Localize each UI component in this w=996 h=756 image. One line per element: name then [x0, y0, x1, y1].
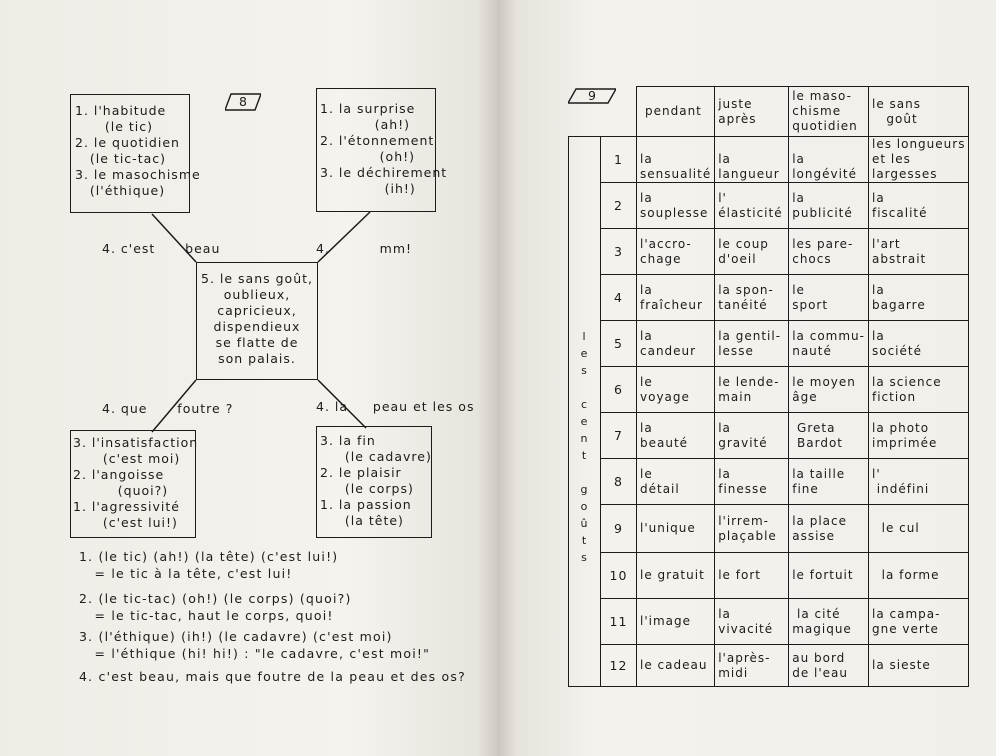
text-line: 2. l'étonnement	[320, 133, 435, 148]
text-line: = le tic-tac, haut le corps, quoi!	[79, 608, 334, 623]
equation-4	[79, 668, 466, 685]
text-line: 1. l'agressivité	[73, 499, 180, 514]
table-cell: le fort	[715, 553, 789, 599]
table-row	[569, 645, 969, 687]
table-cell: l'art abstrait	[868, 229, 968, 275]
text-line: 4. c'est beau, mais que foutre de la peau et des os?	[79, 669, 466, 684]
box-bottom-left	[70, 430, 199, 538]
table-cell: Greta Bardot	[789, 413, 869, 459]
side-label-letter: s	[581, 550, 588, 564]
table-cell: la sensualité	[637, 137, 715, 183]
table-cell: le cadeau	[637, 645, 715, 687]
text-line: (ih!)	[320, 181, 416, 196]
text-line: 1. la passion	[320, 497, 412, 512]
table-cell: la campa- gne verte	[868, 599, 968, 645]
text-line: 2. le plaisir	[320, 465, 402, 480]
text-line: dispendieux	[213, 319, 301, 334]
box-bottom-right	[316, 426, 432, 538]
text-line: (le tic)	[75, 119, 153, 134]
table-cell: les longueurs et les largesses	[868, 137, 968, 183]
table-cell: le détail	[637, 459, 715, 505]
row-number: 8	[601, 459, 637, 505]
page-number-badge	[225, 92, 261, 112]
row-number: 6	[601, 367, 637, 413]
table-cell: l'après- midi	[715, 645, 789, 687]
table-row	[569, 505, 969, 553]
table-row	[569, 183, 969, 229]
side-label-letter: e	[580, 414, 589, 428]
table-cell: la vivacité	[715, 599, 789, 645]
text-line: 2. l'angoisse	[73, 467, 165, 482]
side-label-letter: c	[580, 397, 589, 411]
row-number: 10	[601, 553, 637, 599]
page-number-right: 9	[588, 88, 596, 103]
table-cell: l'image	[637, 599, 715, 645]
text-line: (oh!)	[320, 149, 416, 164]
table-cell: la photo imprimée	[868, 413, 968, 459]
table-row	[569, 553, 969, 599]
side-label-letter: e	[580, 346, 589, 360]
box-top-left	[70, 94, 201, 213]
table-cell: la langueur	[715, 137, 789, 183]
text-line: 1. la surprise	[320, 101, 416, 116]
table-row	[569, 229, 969, 275]
table-cell: l'irrem- plaçable	[715, 505, 789, 553]
table-cell: la bagarre	[868, 275, 968, 321]
page-number: 8	[239, 94, 247, 109]
header-corner	[569, 87, 637, 137]
table-cell: au bord de l'eau	[789, 645, 869, 687]
equation-1	[79, 548, 338, 582]
table-cell: le gratuit	[637, 553, 715, 599]
table-cell: la spon- tanéité	[715, 275, 789, 321]
text-line: 3. le déchirement	[320, 165, 448, 180]
table-cell: la cité magique	[789, 599, 869, 645]
table-cell: la gentil- lesse	[715, 321, 789, 367]
row-number: 11	[601, 599, 637, 645]
table-cell: la fiscalité	[868, 183, 968, 229]
row-number: 1	[601, 137, 637, 183]
table-cell: la fraîcheur	[637, 275, 715, 321]
left-page	[0, 0, 497, 756]
equation-3	[79, 628, 430, 662]
text-line: 3. l'insatisfaction	[73, 435, 199, 450]
table-header-row	[569, 87, 969, 137]
table-cell: la place assise	[789, 505, 869, 553]
text-line: son palais.	[218, 351, 296, 366]
text-line: 1. l'habitude	[75, 103, 167, 118]
text-line: se flatte de	[215, 335, 299, 350]
table-cell: la longévité	[789, 137, 869, 183]
table-row	[569, 459, 969, 505]
table-cell: la société	[868, 321, 968, 367]
table-cell: la taille fine	[789, 459, 869, 505]
side-label-letter: g	[580, 482, 589, 496]
text-line: 3. le masochisme	[75, 167, 201, 182]
text-line: oublieux,	[223, 287, 291, 302]
table-cell: la sieste	[868, 645, 968, 687]
table-cell: l'unique	[637, 505, 715, 553]
box-top-right	[316, 88, 448, 212]
label-top-left: 4. c'est beau	[102, 241, 221, 256]
text-line: capricieux,	[217, 303, 297, 318]
table-cell: les pare- chocs	[789, 229, 869, 275]
text-line: 3. (l'éthique) (ih!) (le cadavre) (c'est moi)	[79, 629, 393, 644]
table-cell: le voyage	[637, 367, 715, 413]
table-cell: le lende- main	[715, 367, 789, 413]
text-line: = le tic à la tête, c'est lui!	[79, 566, 293, 581]
text-line: 3. la fin	[320, 433, 376, 448]
table-cell: l'accro- chage	[637, 229, 715, 275]
tastes-table	[568, 86, 969, 687]
equation-2	[79, 590, 352, 624]
text-line: 1. (le tic) (ah!) (la tête) (c'est lui!)	[79, 549, 339, 564]
table-row	[569, 321, 969, 367]
table-row	[569, 137, 969, 183]
text-line: (c'est lui!)	[73, 515, 178, 530]
column-header: le sans goût	[868, 87, 968, 137]
text-line: (la tête)	[320, 513, 404, 528]
side-label-letter: û	[580, 516, 589, 530]
box-center	[196, 262, 318, 380]
text-line: (le tic-tac)	[75, 151, 167, 166]
label-top-right: 4. mm!	[316, 241, 413, 256]
text-line: 2. (le tic-tac) (oh!) (le corps) (quoi?)	[79, 591, 352, 606]
table-cell: le cul	[868, 505, 968, 553]
table-cell: le coup d'oeil	[715, 229, 789, 275]
text-line: (ah!)	[320, 117, 411, 132]
table-row	[569, 275, 969, 321]
table-cell: la candeur	[637, 321, 715, 367]
table-row	[569, 599, 969, 645]
table-cell: la commu- nauté	[789, 321, 869, 367]
row-number: 7	[601, 413, 637, 459]
text-line: 2. le quotidien	[75, 135, 180, 150]
table-cell: la beauté	[637, 413, 715, 459]
table-cell: l' indéfini	[868, 459, 968, 505]
side-label-letter: n	[580, 431, 589, 445]
text-line: = l'éthique (hi! hi!) : "le cadavre, c'est moi!"	[79, 646, 431, 661]
side-label-letter: l	[582, 329, 587, 343]
table-cell: la finesse	[715, 459, 789, 505]
table-cell: le sport	[789, 275, 869, 321]
text-line: (l'éthique)	[75, 183, 166, 198]
label-bottom-right: 4. la peau et les os	[316, 399, 475, 414]
table-cell: la publicité	[789, 183, 869, 229]
row-number: 3	[601, 229, 637, 275]
row-number: 12	[601, 645, 637, 687]
column-header: pendant	[637, 87, 715, 137]
table-cell: l' élasticité	[715, 183, 789, 229]
table-cell: la gravité	[715, 413, 789, 459]
text-line: (le cadavre)	[320, 449, 432, 464]
row-number: 2	[601, 183, 637, 229]
text-line: (le corps)	[320, 481, 414, 496]
label-bottom-left: 4. que foutre ?	[102, 401, 234, 416]
text-line: (c'est moi)	[73, 451, 181, 466]
side-label-letter: t	[581, 533, 588, 547]
text-line: (quoi?)	[73, 483, 169, 498]
table-cell: le fortuit	[789, 553, 869, 599]
table-row	[569, 367, 969, 413]
side-label-letter: o	[580, 499, 589, 513]
side-label-letter: s	[581, 363, 588, 377]
side-label-letter: t	[581, 448, 588, 462]
table-cell: la forme	[868, 553, 968, 599]
table-cell: la science fiction	[868, 367, 968, 413]
text-line: 5. le sans goût,	[201, 271, 313, 286]
side-label-cell	[569, 137, 601, 687]
row-number: 9	[601, 505, 637, 553]
column-header: juste après	[715, 87, 789, 137]
column-header: le maso- chisme quotidien	[789, 87, 869, 137]
table-row	[569, 413, 969, 459]
table-cell: le moyen âge	[789, 367, 869, 413]
row-number: 4	[601, 275, 637, 321]
row-number: 5	[601, 321, 637, 367]
table-cell: la souplesse	[637, 183, 715, 229]
